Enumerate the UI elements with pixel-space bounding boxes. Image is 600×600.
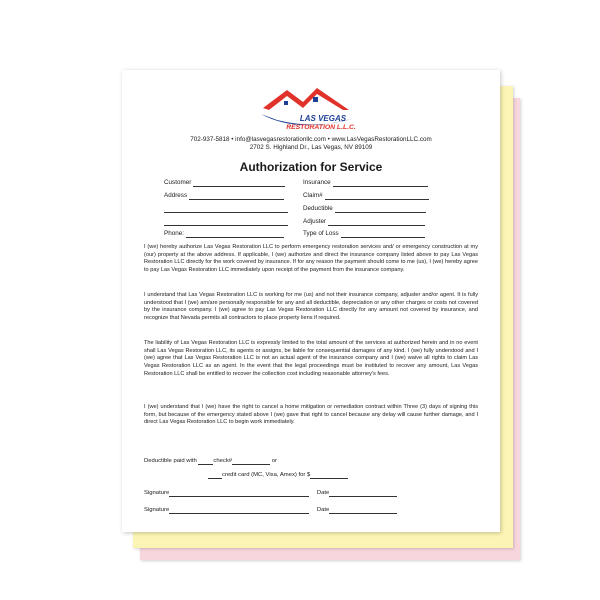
signature-label: Signature — [144, 490, 170, 496]
claim-line[interactable] — [325, 193, 429, 200]
card-label: credit card (MC, Visa, Amex) for $ — [222, 472, 311, 478]
claim-label: Claim# — [303, 192, 323, 199]
adjuster-line[interactable] — [328, 219, 425, 226]
card-amount-line[interactable] — [310, 472, 348, 479]
adjuster-label: Adjuster — [303, 218, 327, 225]
date-line[interactable] — [329, 490, 397, 497]
deductible-field[interactable] — [303, 205, 426, 213]
company-logo — [257, 80, 367, 136]
window-icon — [313, 97, 318, 102]
paragraph-liability: The liability of Las Vegas Restoration LLC is expressly limited to the total amount of the services at authorized herein and in no event shall Las Vegas Restoration LLC, its agents or assigns, be liable for consequential damages of any kind. I (we) fully understood and I (we) agree that Las Vegas Restoration LLC is not an actual agent of the insurance company and I (we) waive all rights to claim Las Vegas Restoration LLC as an agent. In the event that the legal proceedings must be instituted to recover any amount, Las Vegas Restoration LLC shall be entitled to recover the collection cost including reasonable attorney's fees. — [144, 340, 478, 377]
or-label: or — [271, 458, 277, 464]
check-label: check# — [213, 458, 233, 464]
phone-label: Phone: — [164, 230, 184, 237]
signature-label: Signature — [144, 507, 170, 513]
signature-line[interactable] — [169, 490, 309, 497]
type-of-loss-line[interactable] — [341, 231, 425, 238]
logo-text-line2: RESTORATION L.L.C. — [286, 124, 356, 131]
address-line-2[interactable] — [164, 206, 288, 213]
signature-line[interactable] — [169, 507, 309, 514]
check-number-line[interactable] — [232, 458, 270, 465]
roof-icon — [263, 88, 349, 110]
customer-label: Customer — [164, 179, 192, 186]
deductible-payment-line — [144, 457, 277, 465]
address-field[interactable] — [164, 192, 284, 200]
credit-card-line — [208, 471, 348, 479]
window-icon — [284, 101, 288, 105]
contact-line: 702-937-5818 • info@lasvegasrestorationllc.com • www.LasVegasRestorationLLC.com — [190, 136, 432, 143]
date-label: Date — [316, 507, 330, 513]
customer-field[interactable] — [164, 179, 285, 187]
paragraph-cancellation: I (we) understand that I (we) have the right to cancel a home mitigation or remediation contract within Three (3) days of signing this form, but because of the emergency stated above I (we) gave that right to cancel because any delay will cause further damage, and I direct Las Vegas Restoration LLC to begin work immediately. — [144, 404, 478, 426]
address-field-2[interactable] — [164, 205, 288, 213]
type-of-loss-label: Type of Loss — [303, 230, 339, 237]
form-title: Authorization for Service — [239, 160, 383, 174]
date-line[interactable] — [329, 507, 397, 514]
type-of-loss-field[interactable] — [303, 230, 425, 238]
phone-line[interactable] — [186, 231, 284, 238]
address-line-3[interactable] — [164, 219, 288, 226]
logo-text-line1: LAS VEGAS — [299, 114, 347, 123]
address-field-3[interactable] — [164, 218, 288, 226]
deductible-line[interactable] — [335, 206, 426, 213]
check-box-line[interactable] — [198, 458, 213, 465]
deductible-label: Deductible — [303, 205, 333, 212]
insurance-label: Insurance — [303, 179, 331, 186]
claim-field[interactable] — [303, 192, 429, 200]
date-label: Date — [316, 490, 330, 496]
paragraph-authorization: I (we) hereby authorize Las Vegas Restoration LLC to perform emergency restoration services and/ or emergency construction at my (our) property at the above address. If applicable, I (we) authorize and direct the insurance company listed above to pay Las Vegas Restoration LLC directly for the work covered by insurance. If for any reason the payment should come to me (us), I (we) hereby agree to pay Las Vegas Restoration LLC immediately upon receipt of the payment from the insurance company. — [144, 244, 478, 274]
adjuster-field[interactable] — [303, 218, 425, 226]
deductible-prefix: Deductible paid with — [144, 458, 197, 464]
paragraph-responsibility: I understand that Las Vegas Restoration LLC is working for me (us) and not their insurance company, adjuster and/or agent. It is fully understood that I (we) am/are personally responsible for any and all deductible, depreciation or any other charges or costs not covered by the insurance company. I (we) agree to pay Las Vegas Restoration LLC directly for any amount not covered by insurance, and recognize that Nevada permits all contractors to place property liens if required. — [144, 292, 478, 322]
phone-field[interactable] — [164, 230, 284, 238]
form-page — [122, 70, 500, 532]
card-box-line[interactable] — [208, 472, 222, 479]
address-line: 2702 S. Highland Dr., Las Vegas, NV 89109 — [249, 144, 373, 151]
signature-row-2 — [144, 506, 397, 514]
insurance-line[interactable] — [333, 180, 428, 187]
signature-row-1 — [144, 489, 397, 497]
address-line-input[interactable] — [189, 193, 284, 200]
address-label: Address — [164, 192, 188, 199]
insurance-field[interactable] — [303, 179, 428, 187]
customer-line[interactable] — [193, 180, 285, 187]
